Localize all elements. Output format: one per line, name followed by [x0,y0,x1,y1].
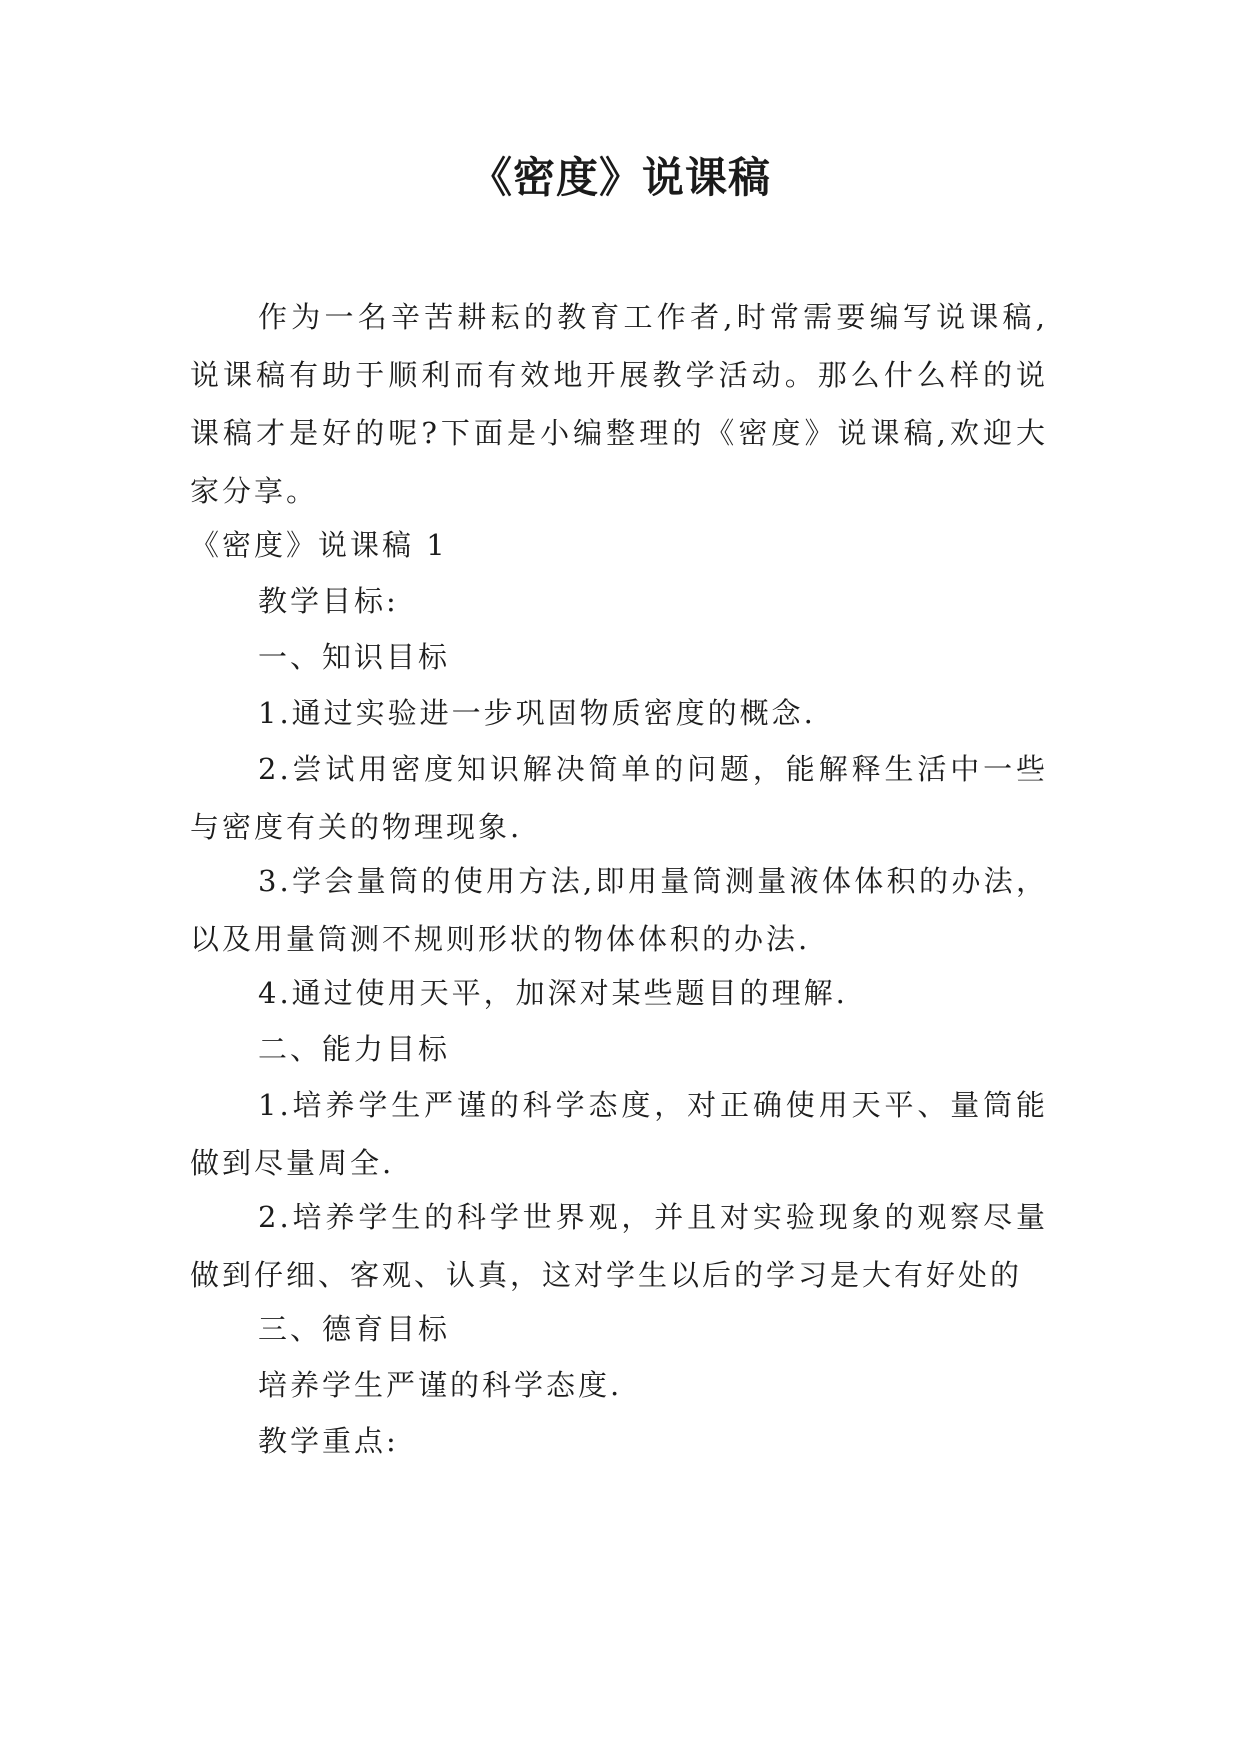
document-title: 《密度》说课稿 [469,153,771,202]
list-item: 培养学生严谨的科学态度. [258,1368,623,1402]
moral-goals-heading: 三、德育目标 [258,1312,451,1346]
list-item: 2.尝试用密度知识解决简单的问题，能解释生活中一些与密度有关的物理现象. [190,752,1048,844]
teaching-goals-label: 教学目标: [258,584,399,618]
teaching-focus-label: 教学重点: [258,1424,399,1458]
section-heading: 《密度》说课稿 1 [190,528,448,562]
list-item: 2.培养学生的科学世界观，并且对实验现象的观察尽量做到仔细、客观、认真，这对学生以后的学习是大有好处的 [190,1200,1048,1292]
intro-paragraph: 作为一名辛苦耕耘的教育工作者,时常需要编写说课稿,说课稿有助于顺利而有效地开展教学活动。那么什么样的说课稿才是好的呢?下面是小编整理的《密度》说课稿,欢迎大家分享。 [190,300,1048,508]
ability-goals-heading: 二、能力目标 [258,1032,451,1066]
list-item: 3.学会量筒的使用方法,即用量筒测量液体体积的办法，以及用量筒测不规则形状的物体体积的办法. [190,864,1048,956]
knowledge-goals-heading: 一、知识目标 [258,640,451,674]
list-item: 4.通过使用天平，加深对某些题目的理解. [258,976,848,1010]
list-item: 1.培养学生严谨的科学态度，对正确使用天平、量筒能做到尽量周全. [190,1088,1048,1180]
list-item: 1.通过实验进一步巩固物质密度的概念. [258,696,816,730]
